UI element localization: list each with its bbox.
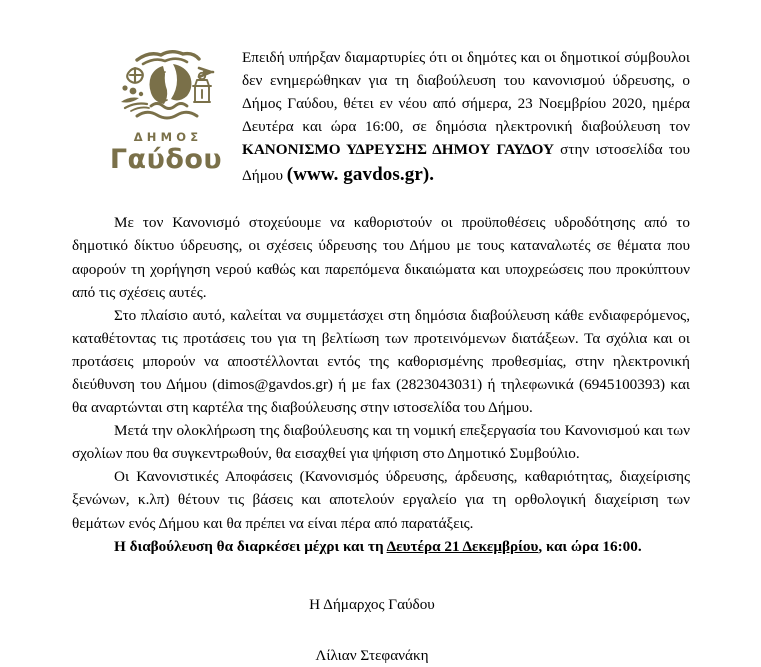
municipality-logo xyxy=(96,46,236,174)
logo-municipality-name: Γαύδου xyxy=(109,143,223,175)
paragraph-aims: Με τον Κανονισμό στοχεύουμε να καθοριστούν οι προϋποθέσεις υδροδότησης από το δημοτικό δίκτυο ύδρευσης, οι σχέσεις ύδρευσης του Δήμου με τους καταναλωτές σε θέματα που αφορούν τη χορήγηση νερού καθώς και παρεπόμενα δικαιώματα και υποχρεώσεις που προκύπτουν από τις σχέσεις αυτές. xyxy=(72,214,690,301)
regulation-title-bold: ΚΑΝΟΝΙΣΜΟ ΥΔΡΕΥΣΗΣ ΔΗΜΟΥ ΓΑΥΔΟΥ xyxy=(242,141,554,159)
paragraph-after-consultation: Μετά την ολοκλήρωση της διαβούλευσης και τη νομική επεξεργασία του Κανονισμού και των σχολίων που θα συγκεντρωθούν, θα εισαχθεί για ψήφιση στο Δημοτικό Συμβούλιο. xyxy=(72,422,690,463)
signature-block xyxy=(72,594,690,667)
signature-title: Η Δήμαρχος Γαύδου xyxy=(309,595,435,613)
deadline-prefix: Η διαβούλευση θα διαρκέσει μέχρι και τη xyxy=(114,537,387,555)
paragraph-deadline xyxy=(72,535,690,558)
gavdos-municipality-emblem-icon xyxy=(107,46,225,124)
paragraph-participation: Στο πλαίσιο αυτό, καλείται να συμμετάσχει στη δημόσια διαβούλευση κάθε ενδιαφερόμενος, καταθέτοντας τις προτάσεις του για τη βελτίωση των προτεινόμενων διατάξεων. Τα σχόλια και οι προτάσεις μπορούν να αποστέλλονται εντός της καθορισμένης προθεσμίας, στην ηλεκτρονική διεύθυνση του Δήμου (dimos@gavdos.gr) ή με fax (2823043031) ή τηλεφωνικά (6945100393) και θα αναρτώνται στη καρτέλα της διαβούλευσης στην ιστοσελίδα του Δήμου. xyxy=(72,306,690,417)
deadline-date: Δευτέρα 21 Δεκεμβρίου xyxy=(386,537,539,555)
paragraph-regulatory-decisions: Οι Κανονιστικές Αποφάσεις (Κανονισμός ύδρευσης, άρδευσης, καθαριότητας, διαχείρισης ξενώνων, κ.λπ) θέτουν τις βάσεις και αποτελούν εργαλείο για τη ορθολογική διαχείριση των θεμάτων ενός Δήμου και θα πρέπει να είναι πέρα από παρατάξεις. xyxy=(72,468,690,532)
logo-kicker-text: ΔΗΜΟΣ xyxy=(133,130,203,144)
deadline-suffix: , και ώρα 16:00. xyxy=(538,537,642,555)
spacer xyxy=(72,190,690,211)
intro-text-part1: Επειδή υπήρξαν διαμαρτυρίες ότι οι δημότες και οι δημοτικοί σύμβουλοι δεν ενημερώθηκαν για τη διαβούλευση του κανονισμού ύδρευσης, ο Δήμος Γαύδου, θέτει εν νέου από σήμερα, 23 Νοεμβρίου 2020, ημέρα Δευτέρα και ώρα 16:00, σε δημόσια ηλεκτρονική διαβούλευση τον xyxy=(242,49,690,136)
website-link-text[interactable]: (www. gavdos.gr). xyxy=(286,164,435,186)
intro-text-part2: στην ιστοσελίδα του Δήμου xyxy=(242,141,690,185)
signature-name: Λίλιαν Στεφανάκη xyxy=(315,646,429,664)
